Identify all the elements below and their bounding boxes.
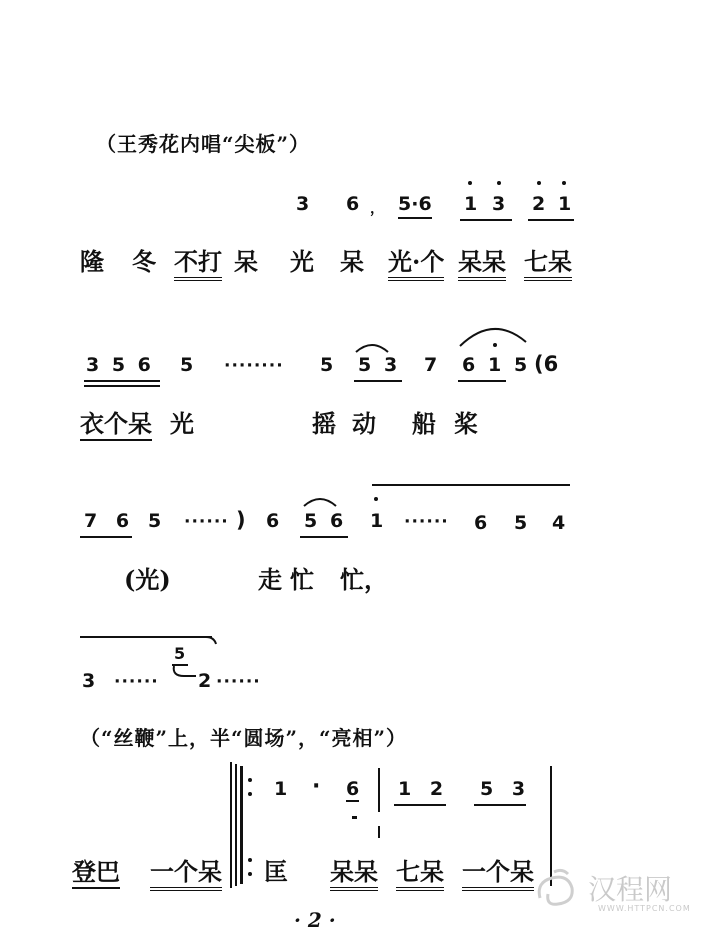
note: 5 [304,510,318,532]
slur-arc [458,322,528,348]
bracket-line [230,762,232,888]
note: 5 [514,512,528,534]
grace-note: 5 [174,644,186,663]
continuation-dots: ······ [184,512,229,532]
grace-slur [170,664,198,680]
beam-line [528,219,574,221]
note: 1 [464,193,478,215]
continuation-dots: ········ [224,356,284,376]
continuation-dots: ······ [114,672,159,692]
lyric: 登巴 [72,852,120,889]
lyric: 船 [412,409,436,438]
note: 3 [296,193,310,215]
note: 6 [346,778,360,800]
lyric: 忙 [290,565,314,594]
lyric: 呆 [234,247,258,276]
note: 5 [180,354,194,376]
note: 1 [274,778,288,800]
lyric: 呆呆 [330,852,378,891]
note: 5 [514,354,528,376]
tie-end [206,636,220,646]
note: 3 [492,193,506,215]
tie-line [372,484,570,486]
beam-line [80,536,132,538]
lyric: 光·个 [388,242,444,281]
beam-line [84,385,160,387]
lyric: 不打 [174,242,222,281]
bar-line [378,768,380,812]
lyric: 走 [258,565,282,594]
lyric: 隆 [80,247,104,276]
lyric: 七呆 [524,242,572,281]
octave-dot [374,497,378,501]
beam-line [354,380,402,382]
continuation-dots: ······ [404,512,449,532]
note: 3 5 6 [86,354,154,376]
lyric: 呆呆 [458,242,506,281]
repeat-dot [248,872,252,876]
beam-line [460,219,512,221]
lyric: 摇 [312,409,336,438]
note: 5 [148,510,162,532]
note: 6 [474,512,488,534]
continuation-dots: ······ [216,672,261,692]
note: 7 6 [84,510,136,532]
note: 1 [558,193,572,215]
note: 7 [424,354,438,376]
watermark-url: WWW.HTTPCN.COM [598,904,691,913]
note: 3 [82,670,96,692]
beam-line [474,804,526,806]
note: 1 2 [398,778,450,800]
lyric: 一个呆 [462,852,534,891]
note: 6 [462,354,476,376]
beam-line [300,536,348,538]
bracket-line [235,764,237,886]
note: 4 [552,512,566,534]
octave-dot [537,181,541,185]
note: 6 [330,510,344,532]
lyric: 桨 [454,409,478,438]
note: 2 [198,670,212,692]
note: ) [236,508,246,532]
lyric: 忙， [340,565,388,594]
note: 6 [266,510,280,532]
dot-rest: · [312,774,321,799]
performance-direction: （王秀花内唱“尖板”） [96,132,311,156]
lyric: (光) [124,565,171,594]
lyric: 呆 [340,247,364,276]
slur-arc [354,340,390,354]
lyric: 七呆 [396,852,444,891]
note: 1 [370,510,384,532]
lyric: 冬 [132,247,156,276]
slur-arc [302,494,338,508]
performance-direction: （“丝鞭”上，半“圆场”，“亮相”） [80,726,408,750]
repeat-dot [248,778,252,782]
lyric: 动 [352,409,376,438]
lyric: 衣个呆 [80,404,152,441]
note: 2 [532,193,546,215]
beam-line [394,804,446,806]
repeat-dot [248,792,252,796]
note: 5 [320,354,334,376]
tie-line [80,636,212,638]
beam-line [84,380,160,382]
note: 6 [346,193,360,215]
note: 3 [384,354,398,376]
page-number: · 2 · [294,908,336,932]
low-octave-dot [352,816,357,819]
breath-mark: ， [370,201,384,217]
watermark-brand: 汉程网 [588,873,673,906]
note: 5·6 [398,193,432,219]
note: 5 [358,354,372,376]
bar-line [378,826,380,838]
octave-dot [497,181,501,185]
beam-line [458,380,506,382]
lyric: 匡 [264,857,288,886]
repeat-dot [248,858,252,862]
repeat-bar [240,766,243,884]
octave-dot [562,181,566,185]
note: 1 [488,354,502,376]
lyric: 光 [170,409,194,438]
lyric: 光 [290,247,314,276]
note: 5 3 [480,778,532,800]
lyric: 一个呆 [150,852,222,891]
watermark-logo-icon [532,868,580,912]
octave-dot [468,181,472,185]
note: (6 [534,352,559,376]
